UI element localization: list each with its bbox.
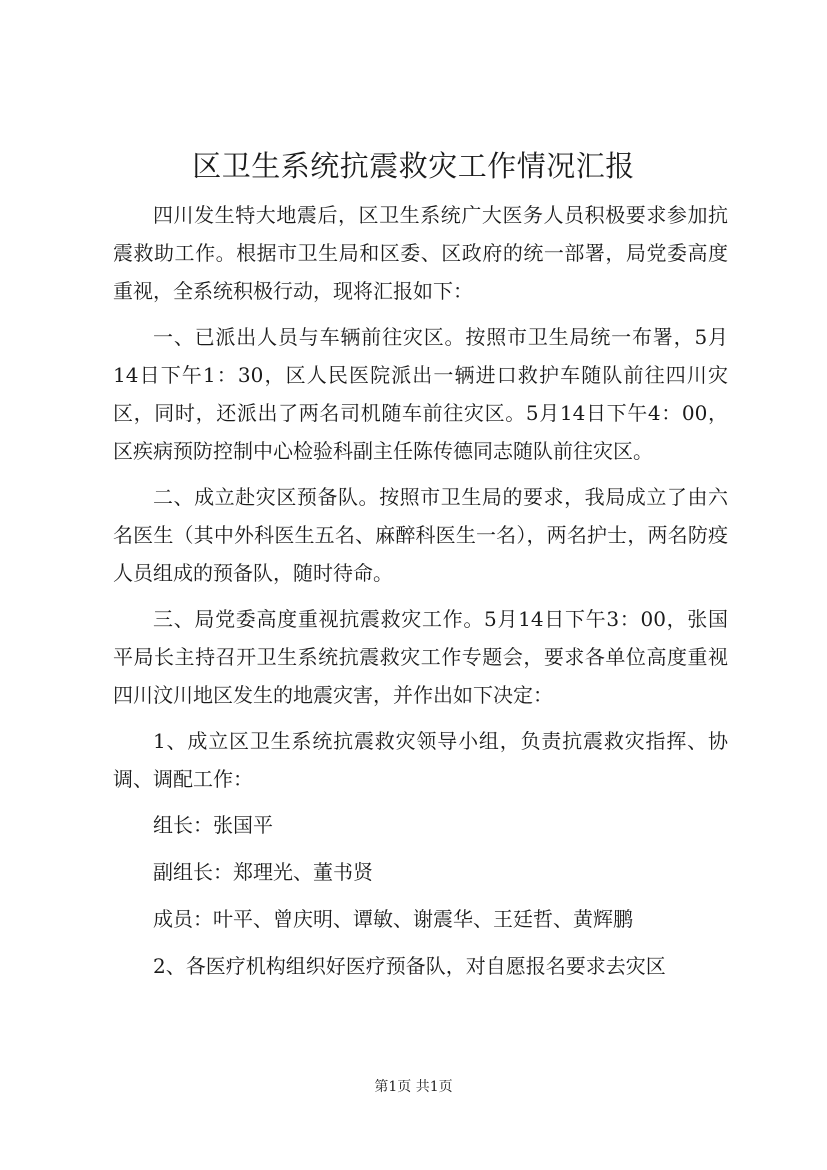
document-title: 区卫生系统抗震救灾工作情况汇报 — [192, 149, 635, 183]
page-footer: 第1页 共1页 — [374, 1079, 453, 1095]
paragraph-section-2: 二、成立赴灾区预备队。按照市卫生局的要求，我局成立了由六名医生（其中外科医生五名、麻醉科医生一名），两名护士，两名防疫人员组成的预备队，随时待命。 — [113, 485, 728, 585]
paragraph-intro: 四川发生特大地震后，区卫生系统广大医务人员积极要求参加抗震救助工作。根据市卫生局和区委、区政府的统一部署，局党委高度重视，全系统积极行动，现将汇报如下： — [113, 203, 728, 303]
paragraph-section-3: 三、局党委高度重视抗震救灾工作。5月14日下午3：00，张国平局长主持召开卫生系统抗震救灾工作专题会，要求各单位高度重视四川汶川地区发生的地震灾害，并作出如下决定： — [113, 607, 728, 707]
group-members: 成员：叶平、曾庆明、谭敏、谢震华、王廷哲、黄辉鹏 — [153, 907, 633, 931]
paragraph-item-1: 1、成立区卫生系统抗震救灾领导小组，负责抗震救灾指挥、协调、调配工作： — [113, 729, 728, 791]
document-body — [113, 196, 728, 993]
paragraph-section-1: 一、已派出人员与车辆前往灾区。按照市卫生局统一布署，5月14日下午1：30，区人民医院派出一辆进口救护车随队前往四川灾区，同时，还派出了两名司机随车前往灾区。5月14日下午4：00，区疾病预防控制中心检验科副主任陈传德同志随队前往灾区。 — [113, 325, 728, 463]
paragraph-item-2: 2、各医疗机构组织好医疗预备队，对自愿报名要求去灾区 — [153, 954, 666, 978]
group-deputy: 副组长：郑理光、董书贤 — [153, 860, 373, 884]
group-leader: 组长：张国平 — [153, 813, 273, 837]
